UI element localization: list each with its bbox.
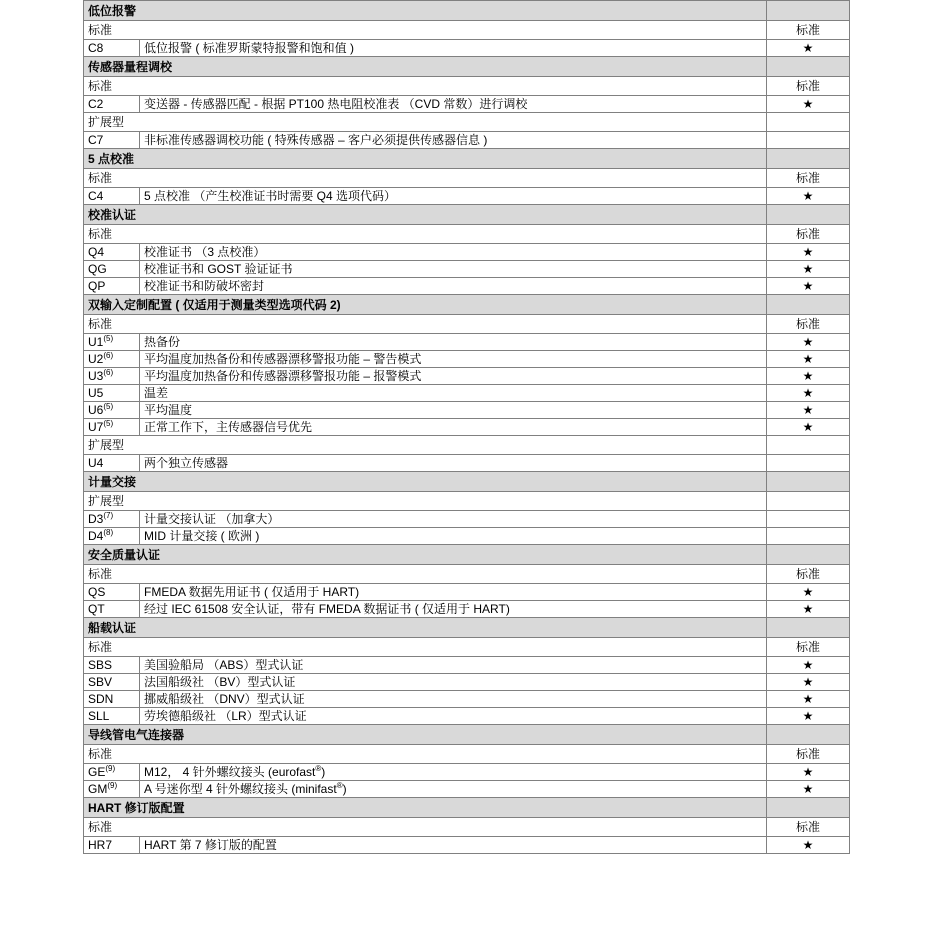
options-table	[83, 0, 850, 854]
option-row	[84, 455, 850, 472]
standard-star-icon: ★	[802, 386, 814, 400]
option-code: QS	[88, 585, 106, 599]
standard-star-icon: ★	[802, 262, 814, 276]
subheader-row	[84, 77, 850, 96]
option-description-cell	[140, 674, 767, 691]
standard-mark-cell	[767, 674, 850, 691]
standard-star-icon: ★	[802, 765, 814, 779]
standard-mark-cell	[767, 368, 850, 385]
subheader-std-label: 标准	[767, 21, 850, 40]
option-row	[84, 368, 850, 385]
option-code: GE	[88, 765, 106, 779]
option-description: A 号迷你型 4 针外螺纹接头 (minifast	[144, 782, 337, 796]
section-std-cell	[767, 725, 850, 745]
option-code-cell	[84, 511, 140, 528]
option-code-cell	[84, 351, 140, 368]
standard-star-icon: ★	[802, 279, 814, 293]
section-title: 低位报警	[84, 1, 767, 21]
subheader-label: 标准	[84, 77, 767, 96]
option-row	[84, 244, 850, 261]
option-description: 温差	[144, 386, 169, 400]
option-description-tail: )	[321, 765, 326, 779]
option-code-cell	[84, 657, 140, 674]
standard-star-icon: ★	[802, 189, 814, 203]
standard-mark-cell	[767, 261, 850, 278]
option-code-cell	[84, 261, 140, 278]
standard-mark-cell	[767, 132, 850, 149]
footnote-ref: (9)	[107, 781, 118, 790]
subheader-row	[84, 638, 850, 657]
option-code-cell	[84, 368, 140, 385]
standard-mark-cell	[767, 511, 850, 528]
options-table-container	[83, 0, 849, 854]
subheader-row	[84, 745, 850, 764]
option-description-cell	[140, 261, 767, 278]
standard-mark-cell	[767, 334, 850, 351]
option-row	[84, 691, 850, 708]
option-description-cell	[140, 244, 767, 261]
option-row	[84, 511, 850, 528]
standard-mark-cell	[767, 837, 850, 854]
subheader-row	[84, 492, 850, 511]
option-row	[84, 132, 850, 149]
standard-star-icon: ★	[802, 369, 814, 383]
standard-star-icon: ★	[802, 838, 814, 852]
standard-star-icon: ★	[802, 782, 814, 796]
subheader-std-label: 标准	[767, 225, 850, 244]
footnote-ref: (7)	[103, 511, 114, 520]
option-description-cell	[140, 419, 767, 436]
subheader-label: 扩展型	[84, 113, 767, 132]
option-description-cell	[140, 781, 767, 798]
standard-mark-cell	[767, 584, 850, 601]
option-description: 两个独立传感器	[144, 456, 229, 470]
standard-star-icon: ★	[802, 41, 814, 55]
subheader-row	[84, 21, 850, 40]
subheader-row	[84, 225, 850, 244]
section-std-cell	[767, 57, 850, 77]
option-description-tail: )	[342, 782, 347, 796]
option-code-cell	[84, 334, 140, 351]
subheader-label: 标准	[84, 638, 767, 657]
option-code-cell	[84, 674, 140, 691]
option-code: C2	[88, 97, 104, 111]
standard-star-icon: ★	[802, 585, 814, 599]
option-description-cell	[140, 601, 767, 618]
option-code-cell	[84, 419, 140, 436]
subheader-row	[84, 113, 850, 132]
footnote-ref: (9)	[105, 764, 116, 773]
option-code: C8	[88, 41, 104, 55]
subheader-label: 扩展型	[84, 492, 767, 511]
footnote-ref: (5)	[103, 334, 114, 343]
option-row	[84, 657, 850, 674]
subheader-std-label: 标准	[767, 745, 850, 764]
option-code-cell	[84, 455, 140, 472]
subheader-row	[84, 315, 850, 334]
options-table-body	[84, 1, 850, 854]
subheader-label: 标准	[84, 21, 767, 40]
option-code: SBV	[88, 675, 113, 689]
standard-mark-cell	[767, 601, 850, 618]
section-std-cell	[767, 798, 850, 818]
section-std-cell	[767, 295, 850, 315]
standard-star-icon: ★	[802, 352, 814, 366]
section-std-cell	[767, 472, 850, 492]
subheader-row	[84, 818, 850, 837]
option-row	[84, 261, 850, 278]
section-title: 传感器量程调校	[84, 57, 767, 77]
subheader-label: 标准	[84, 745, 767, 764]
section-header-row	[84, 545, 850, 565]
standard-mark-cell	[767, 708, 850, 725]
option-description-cell	[140, 764, 767, 781]
subheader-row	[84, 436, 850, 455]
option-description: 经过 IEC 61508 安全认证，带有 FMEDA 数据证书 ( 仅适用于 HART)	[144, 602, 510, 616]
standard-star-icon: ★	[802, 675, 814, 689]
option-code: SLL	[88, 709, 110, 723]
option-description: 平均温度加热备份和传感器漂移警报功能 – 警告模式	[144, 352, 422, 366]
option-code: U3	[88, 369, 104, 383]
section-std-cell	[767, 149, 850, 169]
subheader-label: 标准	[84, 565, 767, 584]
section-header-row	[84, 472, 850, 492]
option-description-cell	[140, 188, 767, 205]
option-description: 校准证书 （3 点校准）	[144, 245, 266, 259]
option-code: U2	[88, 352, 104, 366]
subheader-std-label	[767, 113, 850, 132]
subheader-std-label	[767, 492, 850, 511]
option-description: MID 计量交接 ( 欧洲 )	[144, 529, 260, 543]
standard-mark-cell	[767, 244, 850, 261]
section-header-row	[84, 205, 850, 225]
footnote-ref: (8)	[103, 528, 114, 537]
subheader-std-label	[767, 436, 850, 455]
option-code: U4	[88, 456, 104, 470]
standard-mark-cell	[767, 385, 850, 402]
section-std-cell	[767, 1, 850, 21]
option-description: 平均温度	[144, 403, 193, 417]
standard-mark-cell	[767, 455, 850, 472]
option-row	[84, 334, 850, 351]
standard-star-icon: ★	[802, 692, 814, 706]
subheader-std-label: 标准	[767, 169, 850, 188]
option-description: 挪威船级社 （DNV）型式认证	[144, 692, 305, 706]
option-code: SDN	[88, 692, 114, 706]
subheader-row	[84, 565, 850, 584]
subheader-std-label: 标准	[767, 315, 850, 334]
section-header-row	[84, 295, 850, 315]
option-description: 校准证书和防破坏密封	[144, 279, 265, 293]
option-row	[84, 385, 850, 402]
option-description: 校准证书和 GOST 验证证书	[144, 262, 293, 276]
option-row	[84, 708, 850, 725]
option-row	[84, 278, 850, 295]
option-row	[84, 402, 850, 419]
option-code-cell	[84, 764, 140, 781]
option-code-cell	[84, 96, 140, 113]
option-code-cell	[84, 132, 140, 149]
option-description-cell	[140, 385, 767, 402]
option-description: M12， 4 针外螺纹接头 (eurofast	[144, 765, 316, 779]
option-code: U5	[88, 386, 104, 400]
section-header-row	[84, 798, 850, 818]
section-std-cell	[767, 618, 850, 638]
option-code: QP	[88, 279, 106, 293]
section-header-row	[84, 149, 850, 169]
section-header-row	[84, 618, 850, 638]
option-description-cell	[140, 455, 767, 472]
option-description-cell	[140, 528, 767, 545]
registered-mark: ®	[315, 764, 322, 773]
standard-mark-cell	[767, 188, 850, 205]
subheader-std-label: 标准	[767, 565, 850, 584]
option-description: HART 第 7 修订版的配置	[144, 838, 277, 852]
subheader-std-label: 标准	[767, 77, 850, 96]
footnote-ref: (5)	[103, 419, 114, 428]
subheader-label: 扩展型	[84, 436, 767, 455]
standard-mark-cell	[767, 657, 850, 674]
option-description-cell	[140, 837, 767, 854]
option-code-cell	[84, 244, 140, 261]
section-title: HART 修订版配置	[84, 798, 767, 818]
option-description: 非标准传感器调校功能 ( 特殊传感器 – 客户必须提供传感器信息 )	[144, 133, 488, 147]
option-code: D4	[88, 529, 104, 543]
subheader-std-label: 标准	[767, 818, 850, 837]
option-code: C4	[88, 189, 104, 203]
option-code: QG	[88, 262, 107, 276]
standard-mark-cell	[767, 40, 850, 57]
section-title: 导线管电气连接器	[84, 725, 767, 745]
option-row	[84, 764, 850, 781]
section-header-row	[84, 725, 850, 745]
standard-star-icon: ★	[802, 709, 814, 723]
option-row	[84, 584, 850, 601]
section-title: 双输入定制配置 ( 仅适用于测量类型选项代码 2)	[84, 295, 767, 315]
option-code: U6	[88, 403, 104, 417]
section-title: 5 点校准	[84, 149, 767, 169]
standard-star-icon: ★	[802, 420, 814, 434]
option-description: 低位报警 ( 标准罗斯蒙特报警和饱和值 )	[144, 41, 354, 55]
footnote-ref: (6)	[103, 351, 114, 360]
standard-mark-cell	[767, 278, 850, 295]
option-code-cell	[84, 188, 140, 205]
subheader-row	[84, 169, 850, 188]
option-description-cell	[140, 511, 767, 528]
option-row	[84, 601, 850, 618]
option-code-cell	[84, 385, 140, 402]
option-description-cell	[140, 402, 767, 419]
option-description: 计量交接认证 （加拿大）	[144, 512, 280, 526]
standard-star-icon: ★	[802, 335, 814, 349]
option-code-cell	[84, 278, 140, 295]
option-row	[84, 40, 850, 57]
option-code-cell	[84, 40, 140, 57]
section-std-cell	[767, 205, 850, 225]
section-title: 校准认证	[84, 205, 767, 225]
section-title: 安全质量认证	[84, 545, 767, 565]
standard-star-icon: ★	[802, 602, 814, 616]
option-code: SBS	[88, 658, 113, 672]
option-description-cell	[140, 657, 767, 674]
option-row	[84, 188, 850, 205]
option-code: D3	[88, 512, 104, 526]
option-row	[84, 837, 850, 854]
option-description-cell	[140, 368, 767, 385]
subheader-label: 标准	[84, 169, 767, 188]
option-code: Q4	[88, 245, 105, 259]
option-code-cell	[84, 691, 140, 708]
subheader-label: 标准	[84, 818, 767, 837]
option-description: 变送器 - 传感器匹配 - 根据 PT100 热电阻校准表 （CVD 常数）进行调校	[144, 97, 528, 111]
subheader-label: 标准	[84, 315, 767, 334]
section-title: 计量交接	[84, 472, 767, 492]
option-code-cell	[84, 528, 140, 545]
option-row	[84, 528, 850, 545]
footnote-ref: (6)	[103, 368, 114, 377]
option-description-cell	[140, 334, 767, 351]
option-code-cell	[84, 837, 140, 854]
standard-star-icon: ★	[802, 403, 814, 417]
standard-mark-cell	[767, 419, 850, 436]
option-code-cell	[84, 781, 140, 798]
option-description-cell	[140, 132, 767, 149]
option-description: 正常工作下，主传感器信号优先	[144, 420, 313, 434]
option-code: GM	[88, 782, 108, 796]
option-description-cell	[140, 584, 767, 601]
section-std-cell	[767, 545, 850, 565]
option-description-cell	[140, 691, 767, 708]
standard-mark-cell	[767, 351, 850, 368]
option-description: 平均温度加热备份和传感器漂移警报功能 – 报警模式	[144, 369, 422, 383]
option-description: FMEDA 数据先用证书 ( 仅适用于 HART)	[144, 585, 360, 599]
option-description-cell	[140, 96, 767, 113]
option-description-cell	[140, 351, 767, 368]
option-code: HR7	[88, 838, 113, 852]
option-description-cell	[140, 708, 767, 725]
subheader-label: 标准	[84, 225, 767, 244]
option-row	[84, 674, 850, 691]
option-description: 5 点校准 （产生校准证书时需要 Q4 选项代码）	[144, 189, 397, 203]
option-code-cell	[84, 708, 140, 725]
standard-mark-cell	[767, 691, 850, 708]
option-description-cell	[140, 40, 767, 57]
option-code: C7	[88, 133, 104, 147]
standard-mark-cell	[767, 402, 850, 419]
section-header-row	[84, 57, 850, 77]
option-row	[84, 96, 850, 113]
option-description: 法国船级社 （BV）型式认证	[144, 675, 296, 689]
footnote-ref: (5)	[103, 402, 114, 411]
standard-mark-cell	[767, 528, 850, 545]
option-row	[84, 419, 850, 436]
standard-mark-cell	[767, 764, 850, 781]
option-code-cell	[84, 402, 140, 419]
registered-mark: ®	[336, 781, 343, 790]
standard-star-icon: ★	[802, 245, 814, 259]
option-code: U7	[88, 420, 104, 434]
option-code: U1	[88, 335, 104, 349]
section-header-row	[84, 1, 850, 21]
standard-star-icon: ★	[802, 658, 814, 672]
option-code-cell	[84, 601, 140, 618]
standard-star-icon: ★	[802, 97, 814, 111]
option-row	[84, 351, 850, 368]
section-title: 船载认证	[84, 618, 767, 638]
option-description: 美国验船局 （ABS）型式认证	[144, 658, 304, 672]
option-row	[84, 781, 850, 798]
option-description: 热备份	[144, 335, 181, 349]
option-description: 劳埃德船级社 （LR）型式认证	[144, 709, 307, 723]
option-description-cell	[140, 278, 767, 295]
option-code: QT	[88, 602, 105, 616]
standard-mark-cell	[767, 96, 850, 113]
option-code-cell	[84, 584, 140, 601]
standard-mark-cell	[767, 781, 850, 798]
subheader-std-label: 标准	[767, 638, 850, 657]
